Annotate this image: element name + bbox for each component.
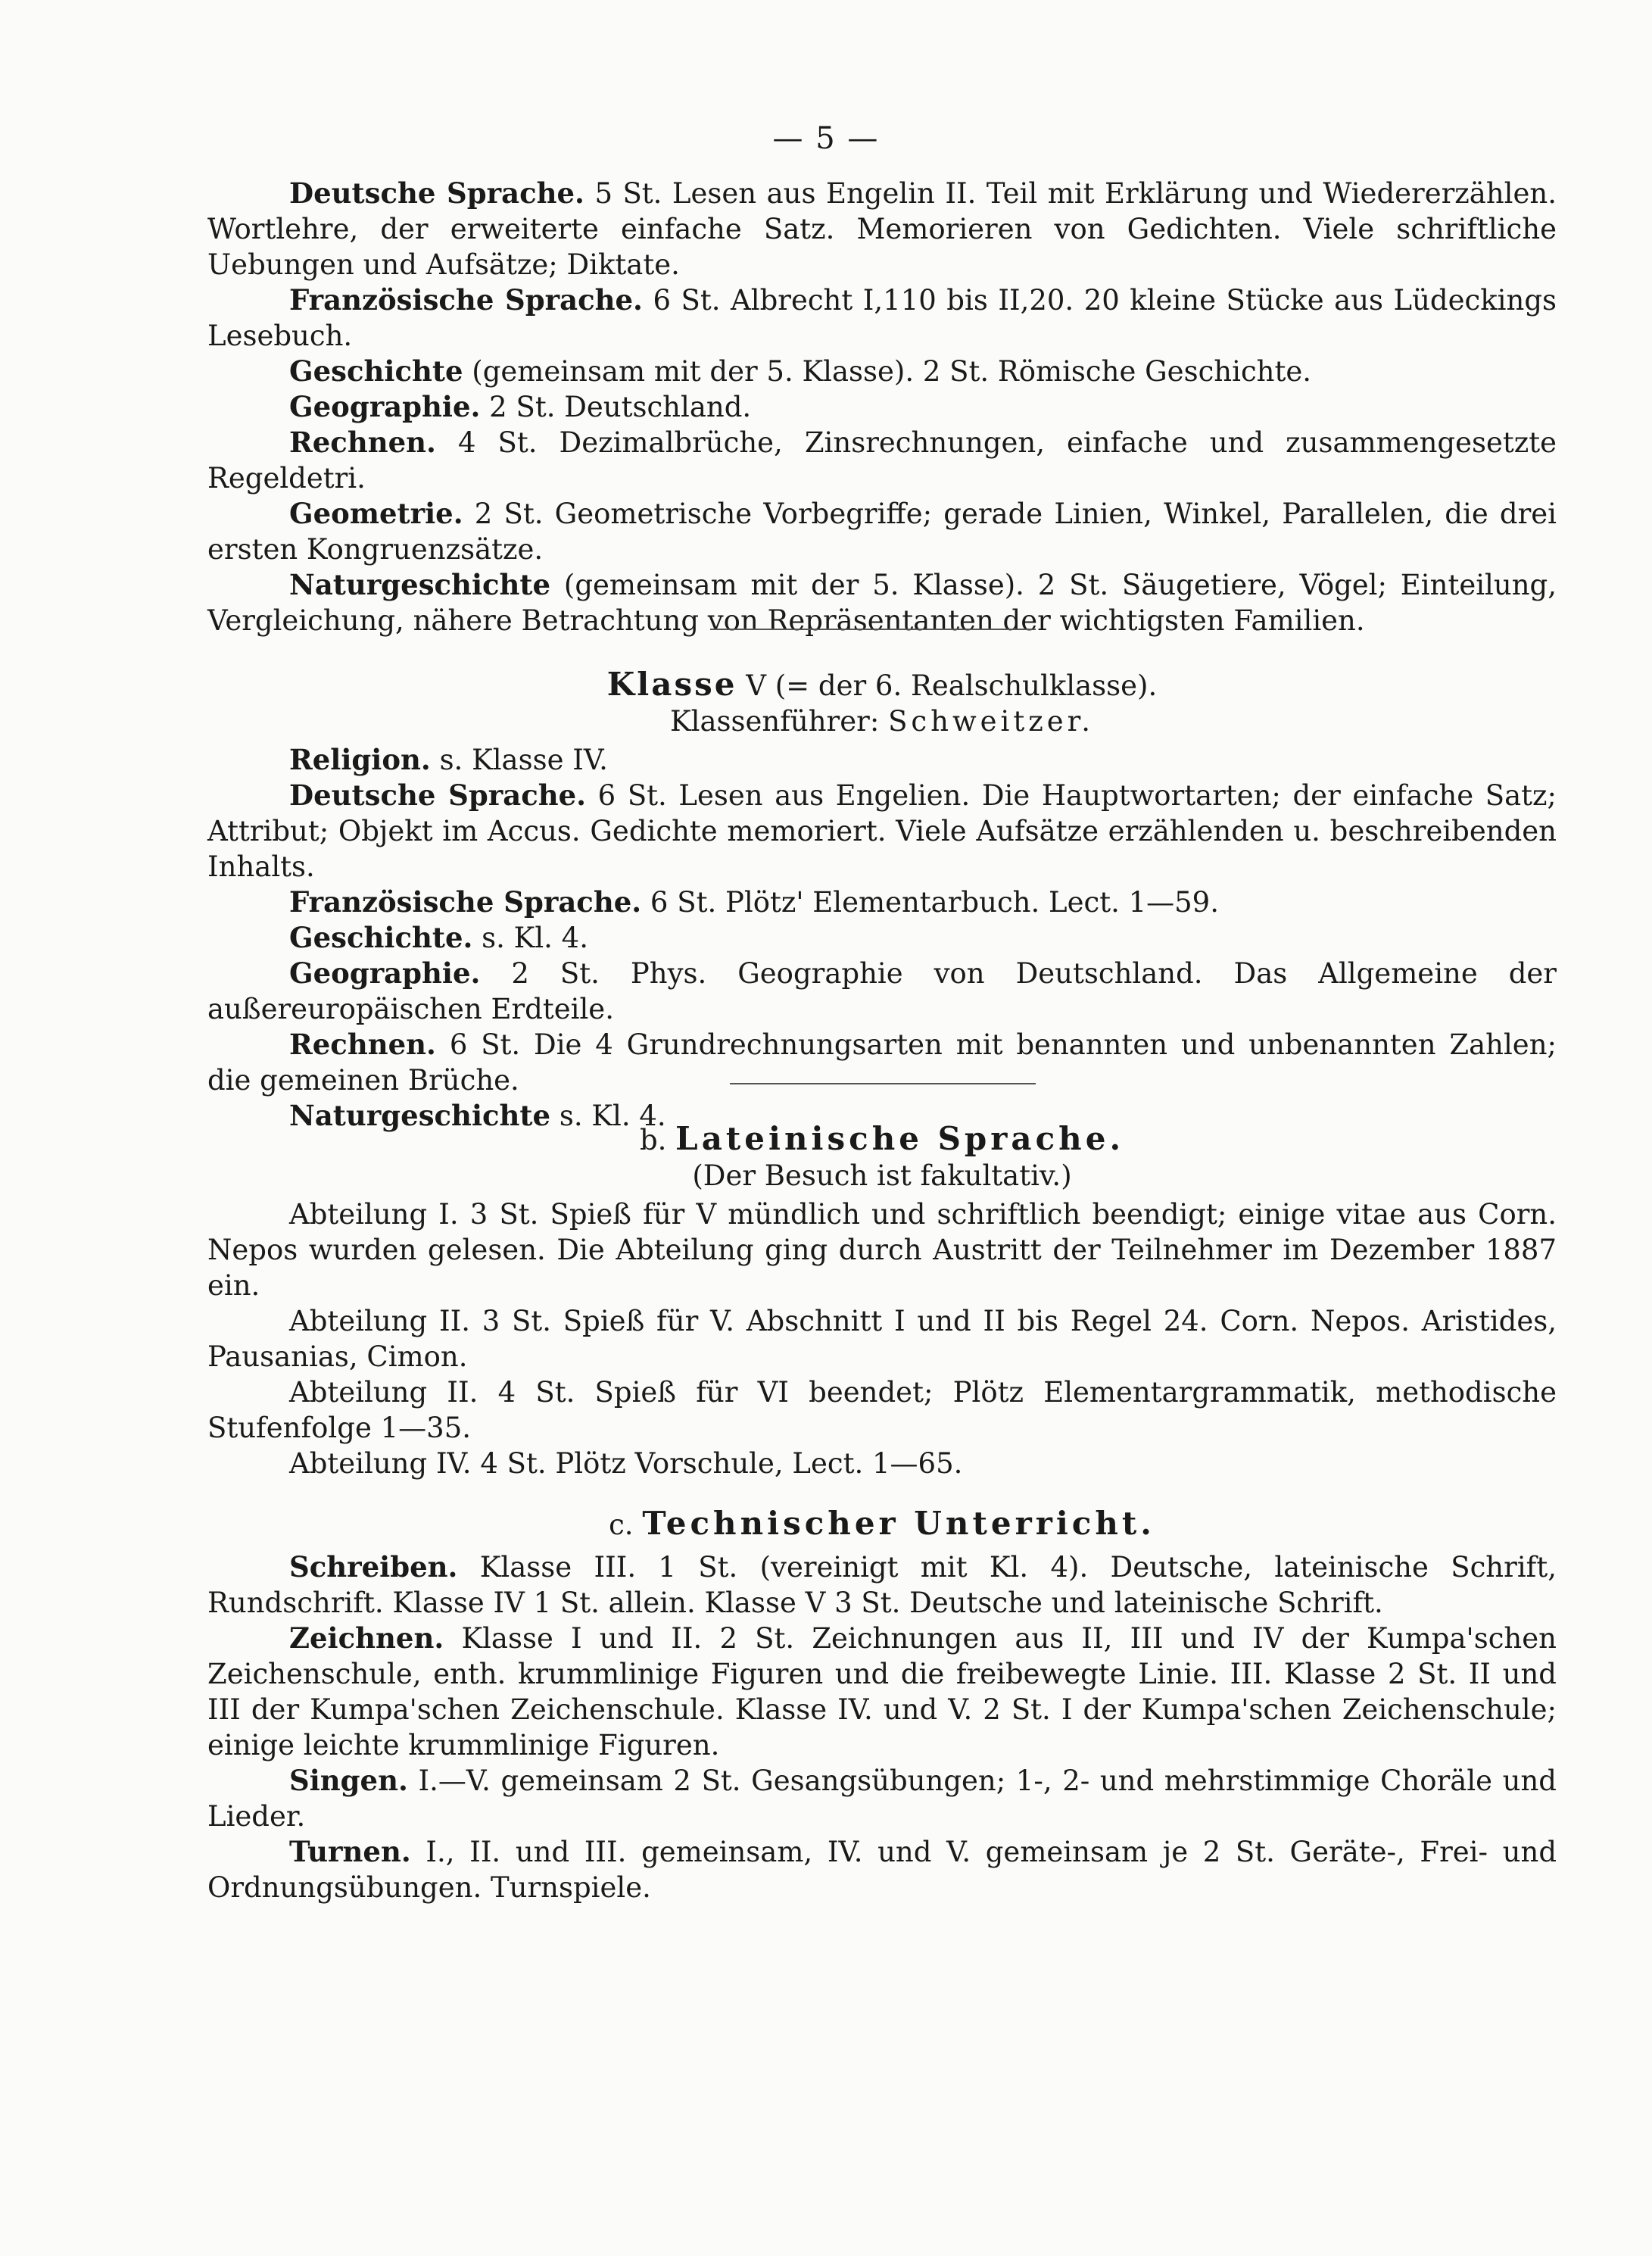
paragraph: [207, 1621, 1557, 1763]
subject-text: s. Klasse IV.: [439, 744, 608, 776]
subject-label: Naturgeschichte: [289, 1099, 551, 1132]
subject-label: Französische Sprache.: [289, 283, 643, 317]
technical-heading: [207, 1506, 1557, 1543]
item-label: Zeichnen.: [289, 1621, 444, 1655]
subject-text: 6 St. Lesen aus Engelien. Die Hauptwortarten; der einfache Satz; Attribut; Objekt im Accus. Gedichte memoriert. Viele Aufsätze erzählenden u. beschreibenden Inhalts.: [207, 779, 1557, 883]
item-text: I.—V. gemeinsam 2 St. Gesangsübungen; 1-, 2- und mehrstimmige Choräle und Lieder.: [207, 1765, 1557, 1833]
paragraph: [207, 742, 1557, 778]
section-title: Lateinische Sprache.: [675, 1120, 1125, 1157]
section-title: Technischer Unterricht.: [642, 1505, 1155, 1542]
item-text: Klasse III. 1 St. (vereinigt mit Kl. 4). Deutsche, lateinische Schrift, Rundschrift. Klasse IV 1 St. allein. Klasse V 3 St. Deutsche und lateinische Schrift.: [207, 1551, 1557, 1619]
subject-label: Religion.: [289, 743, 431, 776]
subject-text: (gemeinsam mit der 5. Klasse). 2 St. Säugetiere, Vögel; Einteilung, Vergleichung, nähere Betrachtung von Repräsentanten der wichtigsten Familien.: [207, 569, 1557, 637]
class-leader-label: Klassenführer:: [669, 705, 880, 738]
section-klasse-v-subjects: [207, 742, 1557, 1134]
divider: [730, 1083, 1036, 1084]
paragraph: [207, 354, 1557, 389]
subject-text: 5 St. Lesen aus Engelin II. Teil mit Erklärung und Wiedererzählen. Wortlehre, der erweiterte einfache Satz. Memorieren von Gedichten. Viele schriftliche Uebungen und Aufsätze; Diktate.: [207, 177, 1557, 281]
subject-text: 2 St. Geometrische Vorbegriffe; gerade Linien, Winkel, Parallelen, die drei ersten Kongruenzsätze.: [207, 498, 1557, 566]
subject-text: s. Kl. 4.: [482, 922, 588, 954]
subject-label: Geschichte.: [289, 921, 473, 954]
subject-label: Geometrie.: [289, 497, 463, 530]
paragraph: [207, 1834, 1557, 1905]
paragraph: [207, 778, 1557, 885]
section-klasse-iv-subjects: [207, 176, 1557, 638]
item-label: Singen.: [289, 1764, 408, 1797]
paragraph: [207, 1197, 1557, 1303]
paragraph: [207, 282, 1557, 354]
section-prefix: b.: [639, 1124, 667, 1156]
item-label: Abteilung IV.: [289, 1447, 472, 1480]
item-text: 3 St. Spieß für V mündlich und schriftlich beendigt; einige vitae aus Corn. Nepos wurden gelesen. Die Abteilung ging durch Austritt der Teilnehmer im Dezember 1887 ein.: [207, 1198, 1557, 1302]
item-text: 3 St. Spieß für V. Abschnitt I und II bis Regel 24. Corn. Nepos. Aristides, Pausanias, Cimon.: [207, 1305, 1557, 1373]
page-number: — 5 —: [772, 121, 880, 156]
paragraph: [207, 1446, 1557, 1481]
paragraph: [207, 885, 1557, 920]
paragraph: [207, 1303, 1557, 1375]
subject-text: 2 St. Phys. Geographie von Deutschland. Das Allgemeine der außereuropäischen Erdteile.: [207, 957, 1557, 1025]
section-note: (Der Besuch ist fakultativ.): [692, 1159, 1072, 1192]
paragraph: [207, 956, 1557, 1027]
paragraph: [207, 1763, 1557, 1834]
item-text: 4 St. Spieß für VI beendet; Plötz Elementargrammatik, methodische Stufenfolge 1—35.: [207, 1376, 1557, 1444]
paragraph: [207, 920, 1557, 956]
section-prefix: c.: [609, 1509, 634, 1541]
item-label: Abteilung II.: [289, 1376, 478, 1409]
technical-items: [207, 1549, 1557, 1905]
subject-label: Geographie.: [289, 390, 481, 423]
subject-label: Geographie.: [289, 956, 481, 990]
class-title-rest: V (= der 6. Realschulklasse).: [746, 669, 1158, 702]
paragraph: [207, 1375, 1557, 1446]
item-label: Schreiben.: [289, 1550, 458, 1584]
item-label: Abteilung I.: [289, 1198, 459, 1231]
class-leader-name: Schweitzer.: [888, 705, 1095, 738]
subject-text: 4 St. Dezimalbrüche, Zinsrechnungen, einfache und zusammengesetzte Regeldetri.: [207, 426, 1557, 495]
subject-text: 6 St. Die 4 Grundrechnungsarten mit benannten und unbenannten Zahlen; die gemeinen Brüche.: [207, 1028, 1557, 1097]
class-title-bold: Klasse: [606, 666, 737, 703]
subject-text: (gemeinsam mit der 5. Klasse). 2 St. Römische Geschichte.: [472, 355, 1312, 388]
divider: [710, 629, 1036, 630]
item-text: 4 St. Plötz Vorschule, Lect. 1—65.: [480, 1447, 963, 1480]
subject-text: 6 St. Albrecht I,110 bis II,20. 20 kleine Stücke aus Lüdeckings Lesebuch.: [207, 284, 1557, 352]
item-text: I., II. und III. gemeinsam, IV. und V. gemeinsam je 2 St. Geräte-, Frei- und Ordnungsübungen. Turnspiele.: [207, 1836, 1557, 1904]
paragraph: [207, 567, 1557, 638]
subject-text: 2 St. Deutschland.: [489, 391, 752, 423]
item-label: Turnen.: [289, 1835, 411, 1868]
klasse-v-heading: [207, 666, 1557, 739]
item-label: Abteilung II.: [289, 1305, 470, 1337]
subject-text: 6 St. Plötz' Elementarbuch. Lect. 1—59.: [650, 886, 1219, 919]
subject-label: Rechnen.: [289, 426, 436, 459]
subject-label: Französische Sprache.: [289, 885, 642, 919]
subject-label: Naturgeschichte: [289, 568, 551, 601]
paragraph: [207, 1549, 1557, 1621]
paragraph: [207, 176, 1557, 282]
latin-heading: [207, 1121, 1557, 1194]
paragraph: [207, 496, 1557, 567]
subject-label: Rechnen.: [289, 1028, 436, 1061]
item-text: Klasse I und II. 2 St. Zeichnungen aus II, III und IV der Kumpa'schen Zeichenschule, enth. krummlinige Figuren und die freibewegte Linie. III. Klasse 2 St. II und III der Kumpa'schen Zeichenschule. Klasse IV. und V. 2 St. I der Kumpa'schen Zeichenschule; einige leichte krummlinige Figuren.: [207, 1622, 1557, 1761]
subject-label: Geschichte: [289, 354, 463, 388]
subject-text: s. Kl. 4.: [559, 1100, 666, 1132]
subject-label: Deutsche Sprache.: [289, 176, 584, 210]
paragraph: [207, 1027, 1557, 1098]
paragraph: [207, 425, 1557, 496]
paragraph: [207, 389, 1557, 425]
subject-label: Deutsche Sprache.: [289, 779, 587, 812]
latin-items: [207, 1197, 1557, 1481]
